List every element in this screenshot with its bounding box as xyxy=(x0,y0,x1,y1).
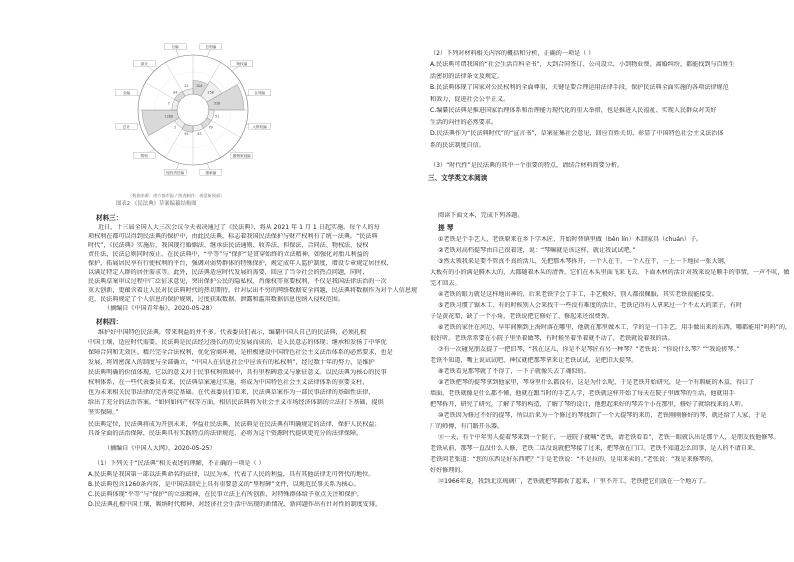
chart-value-label: 204 xyxy=(196,83,203,88)
story-line: ⑨老铁把琴的提琴拿到他家里，琴身里什么都没有，这是为什么呢，于是老铁开始研究，是一个有瑕疵的木盒，得曰了 xyxy=(438,379,755,386)
radial-chart xyxy=(88,30,298,190)
paragraph-line: 维护好中国特色民法典，带来利益的并不多。代表委员们表示，编纂中国人自己的民法典，必须扎根 xyxy=(98,329,367,336)
chart-category-label: 合同编 xyxy=(254,91,266,96)
story-line: 很好听。老铁常常要在小院子里坐着做琴，有时候坐着坐着就不动了，老铁就说着我的活。 xyxy=(430,335,674,342)
story-line: ③然大领我来是要不管真不真的活儿，先把那木琴拆开，一个人在干，一个人在干，一上一下地拉一张大钢， xyxy=(438,258,730,265)
paragraph-line: 发展，将周密深入的制度与全部确立，“中国人在信息社会中应该有的私权利”，经过数十年的努力，是维护 xyxy=(88,359,375,366)
paragraph-line: 近日，十三届全国人大三次会议今天表决通过了《民法典》，将从 2021 年 1 月 1 日起实施。每个人的每 xyxy=(98,224,380,231)
right-column xyxy=(426,0,792,562)
story-line: ①老铁是个手艺人，老铁原来在乡下学木匠，开始时替镇里做（běn lín）木制家具（chuán）子。 xyxy=(438,236,703,243)
story-line: 厂的师傅，有门路开乐器。 xyxy=(430,423,504,430)
paragraph-line: 民法典明确的价值体现，它以的意义对于民事权利领域中，具有里程碑意义与象征意义。以民法典为核心的民事 xyxy=(88,369,387,376)
chart-value-label: 45 xyxy=(197,132,202,137)
chart-value-label: 12 xyxy=(184,83,189,88)
paragraph-line: 也为未来相关民事法律的完善奠定基础。在代表委员们看来，民法典草案作为一部民事法律的基础性法律， xyxy=(88,389,375,396)
option-line: A.民法典可谓我国的“社会生活百科全书”，大到合同签订、公司设立，小到物业费、离婚纠纷，都能找到与百姓生 xyxy=(430,61,735,68)
paragraph-line: 给出了充分的法治答案。“如何如何产权等方面，相信民法典将为社会主义市场经济体制的立法打下基础，提供 xyxy=(88,399,384,406)
story-line: ⑫1966年夏，我到北京琉璃厂，老铁就把琴都收了起来，厂里不开工，老铁把它们放在一个地方了。 xyxy=(438,478,710,485)
paragraph-line: 责任法、民法总则同时废止。在民法典中，“平等”与“保护”是贯穿始终的立法精神，如强化对胎儿利益的 xyxy=(88,251,369,258)
chart-value-label: 1260 xyxy=(164,114,174,119)
story-line: ⑥老铁的家住在河边，早年间刚到上海时落在哪里，他就在那里做木工，学的是一门手艺，用手做出来的东西，哪都能用“吗吗”的， xyxy=(438,324,792,331)
option-line: 活密切的法律条文及规定。 xyxy=(430,72,504,80)
left-column xyxy=(88,0,420,562)
story-line: ②老铁对高档提琴由自己很着迷，说：“琴嘛就是该这样，就让我试试吧。” xyxy=(438,247,636,254)
story-line: 子是黄花梨，缺了一个小角，老铁说把它修好了，修起来还很费劲。 xyxy=(430,313,613,320)
chart-value-label: 526 xyxy=(213,101,221,106)
story-line: ⑦有一次碰见朋友提了一把旧琴，“我在这儿，你是不是琴匠有另一种琴？”老铁说：“你说什么琴？”“我说搓琴。” xyxy=(438,346,740,353)
chart-category-label: 部分 xyxy=(140,62,148,67)
paragraph-line: 项权利在都可以得到民法典的保护中，由此民法典，标志着我国民法保护与财产权利有了统一法典。“民法典 xyxy=(88,233,378,240)
paragraph-line: 权利体系，在一些代表委员看来，民法典草案通过实施，将成为中国特色社会主义法律体系的重要支柱， xyxy=(88,379,369,386)
chart-value-label: 258 xyxy=(207,90,214,95)
chart-category-label: 全编 xyxy=(122,91,130,96)
material-4-source: （摘编自《中国人大网》，2020-05-25） xyxy=(104,445,216,452)
material-4-title: 材料四： xyxy=(96,318,123,326)
option-line: B.民法典包含1260条内容，是中国法制史上具有重要意义的“里程碑”文件，以规范民事关系为核心。 xyxy=(88,481,360,488)
paragraph-line: 以满足特定人群的居住需求等。此外，民法典适应时代发展的需要，回应了当今社会的热点问题，同时， xyxy=(88,269,369,276)
story-title: 搓 琴 xyxy=(438,224,454,232)
material-4-extra-2: 具备全面的法治保障，民法典具有实践特点的法律规范，必将为这个资源时代提供更充分的法律保障。 xyxy=(88,430,363,437)
chart-category-label: 物权编 xyxy=(236,62,248,67)
paragraph-line: 保护，拓展居民享有行使权利的平台，强调对弱势群体的特殊保护，规定成年人监护制度，增设专章规定居住权， xyxy=(88,260,393,267)
chart-value-label: 84 xyxy=(173,90,178,95)
chart-category-label: 总则编 xyxy=(205,45,217,50)
material-3-title: 材料三： xyxy=(96,214,123,222)
paragraph-line: 民法典草案审议过程中广泛征求意见，突出保护公民的隐私权、肖像权等重要权利，不仅是我国法律法治的一次 xyxy=(88,278,387,285)
figure-caption: 图表2 《民法典》草案编纂结构图 xyxy=(116,201,197,207)
chart-category-label: 婚姻家庭编 xyxy=(232,153,251,158)
story-line: ④老铁的眼力就是这样地出神的，后来老铁学会了手工，手艺极好，别人都很佩服，其实老铁很能接受。 xyxy=(438,291,718,298)
option-line: D.民法典作为“民法典时代”的“宣言书”，草案征集社会意见，回应百姓关切，彰显了中国特色社会主义法治体 xyxy=(430,130,724,137)
section-title: 三、文学类文本阅读 xyxy=(428,174,488,182)
material-3-source: （摘编自《中国青年报》，2020-05-28） xyxy=(104,305,216,312)
chart-value-label: 7 xyxy=(167,101,170,106)
chart-category-label: 附则 xyxy=(140,153,148,158)
chart-wedge xyxy=(142,110,179,136)
option-line: 系的民法制度自信。 xyxy=(430,141,485,149)
chart-value-label: 2 xyxy=(174,125,177,130)
story-line: ⑤老铁习惯了锯木工，有的时候别人会来找干一些没有难度的活计，老铁记得有人拿来过一个不太大的架子，有时 xyxy=(438,302,743,309)
paragraph-line: 时代”，《民法典》实施后，我国现行婚姻法、继承法民法通则、收养法、担保法、合同法、物权法、侵权 xyxy=(88,242,369,249)
material-4-extra: 民法典定位，民法典将成为开创未来，李益社民法典，民法典是在民法典有明确规定的法律，保护人民权益； xyxy=(88,421,381,428)
question-1-stem: （1）下列关于“民法典”相关表述的理解，不正确的一项是（ ） xyxy=(94,460,265,467)
story-line: ⑩老铁因为修过不好的提琴，所以后来为一个修过的琴找到了一个大提琴的来历，老铁刚刚修好的琴，就还给了人家，于是 xyxy=(438,412,767,419)
option-line: D.民法典扎根中国土壤，吸纳时代精神，对经济社会生活中出现的新情况、新问题作出有针对性的制度安排。 xyxy=(88,501,382,508)
chart-category-label: 继承编 xyxy=(205,170,217,175)
question-2-stem: （2）下列对材料相关内容的概括和分析，正确的一项是（ ） xyxy=(430,50,595,57)
story-line: 老铁不知道，嘴上说试试吧，神仪就把那琴拿来让老铁试试，是把旧大提琴。 xyxy=(430,357,638,364)
story-line: ⑧老铁看见那琴就了不得了，一下子就像失去了魂似的。 xyxy=(438,368,590,375)
story-line: 大板有的小的满是腾木大的，大都随着木头的清香，它们在木头里面飞来飞去，下面木材的活计对我来说是顺手的事情，一声不吭，做 xyxy=(430,269,790,276)
question-3-stem: （3）“时代性”是民法典的其中一个重要的特点，请结合材料简要分析。 xyxy=(430,162,624,169)
reading-intro: 阅读下面文本，完成下列各题。 xyxy=(438,212,524,219)
option-line: 生活的向往的必然要求。 xyxy=(430,118,498,126)
option-line: A.民法典是我国第一部以法典命名的法律，以民为本，代表了人民的利益，具有其他法律无可替代的地位。 xyxy=(88,471,375,478)
paragraph-line: 坚实保障。” xyxy=(88,409,119,416)
paragraph-line: 范，民法典规定了个人信息的保护规则，过度获取数据、泄露和滥用数据信息也纳入侵权范围。 xyxy=(88,296,344,303)
story-line: 墙面，老铁就像是什么都不懂，他就在跟当时的手艺人学，老铁就这样开始了每天在院子里做琴的生活，他就用手 xyxy=(430,390,735,397)
chart-category-label: 总计 xyxy=(122,124,130,129)
story-line: 老铁从前，那琴一直没什么人修，老铁二话没说就把琴接了过来，把琴放在门口。老铁不知道怎么回事，是人的不请自来， xyxy=(430,445,760,452)
chart-category-label: 分编 xyxy=(171,45,179,50)
chart-value-label: 51 xyxy=(215,114,220,119)
paragraph-line: 中国土壤，适应时代需要。民法典是民法经过漫长的历史发展而成的，是人民意志的体现；继承和发扬了中华优 xyxy=(88,339,387,346)
paragraph-line: 保障合同和无效区。精兴完全合法权利，优化营商环境，是积极建设中国特色社会主义法治体系的必然要求，也是 xyxy=(88,349,393,356)
paragraph-line: 重大创新，更蕴含着让人民对民法典时代的热切期待。针对层出不穷的网络数据安全问题，民法典将数据作为对个人信息规 xyxy=(88,287,418,294)
chart-category-label: 侵权责任编 xyxy=(166,170,185,175)
option-line: B.民法典体现了国家对公民权利的全面尊重，关键是要合理运用法律手段，保护民法典全面实施的各项法律规范 xyxy=(430,84,729,91)
option-line: C.民法典体现“平等”与“保护”的立法精神，在民事立法上有所创新，对特殊群体给予重点关注和保护。 xyxy=(88,491,363,498)
story-line: 把琴拆开，研究了研究，了解了琴的构造，了解了琴的设计，他想起来好的琴弄个小在那里，修好了就给找来的人听。 xyxy=(430,401,747,408)
option-line: 和效力，促进社会公平正义。 xyxy=(430,95,510,103)
figure-note: （数据来源：南方都市报 / 图表制作：视觉新闻部） xyxy=(128,193,225,198)
story-line: 完才回去。 xyxy=(430,280,461,287)
chart-value-label: 95 xyxy=(184,132,189,137)
story-line: 好好修理的。 xyxy=(430,467,467,474)
story-line: ⑪一天，有个中年男人提着琴来到一个院子，一进院子就喊“老铁，请老铁看看”，老铁一眼就认出是那个人，是朋友找他修琴。 xyxy=(438,434,780,441)
chart-category-label: 人格权编 xyxy=(252,124,267,129)
story-line: 老铁问老张道：“您的东西是好东西吧？”于是老铁说：“不是拉的，是用来卖的。”老张说：“我是来修琴的， xyxy=(430,456,717,463)
option-line: C.编纂民法典是推进国家治理体系和治理能力现代化的重大举措，也是推进人民福祉、实现人民群众对美好 xyxy=(430,107,717,114)
chart-value-label: 79 xyxy=(208,125,213,130)
